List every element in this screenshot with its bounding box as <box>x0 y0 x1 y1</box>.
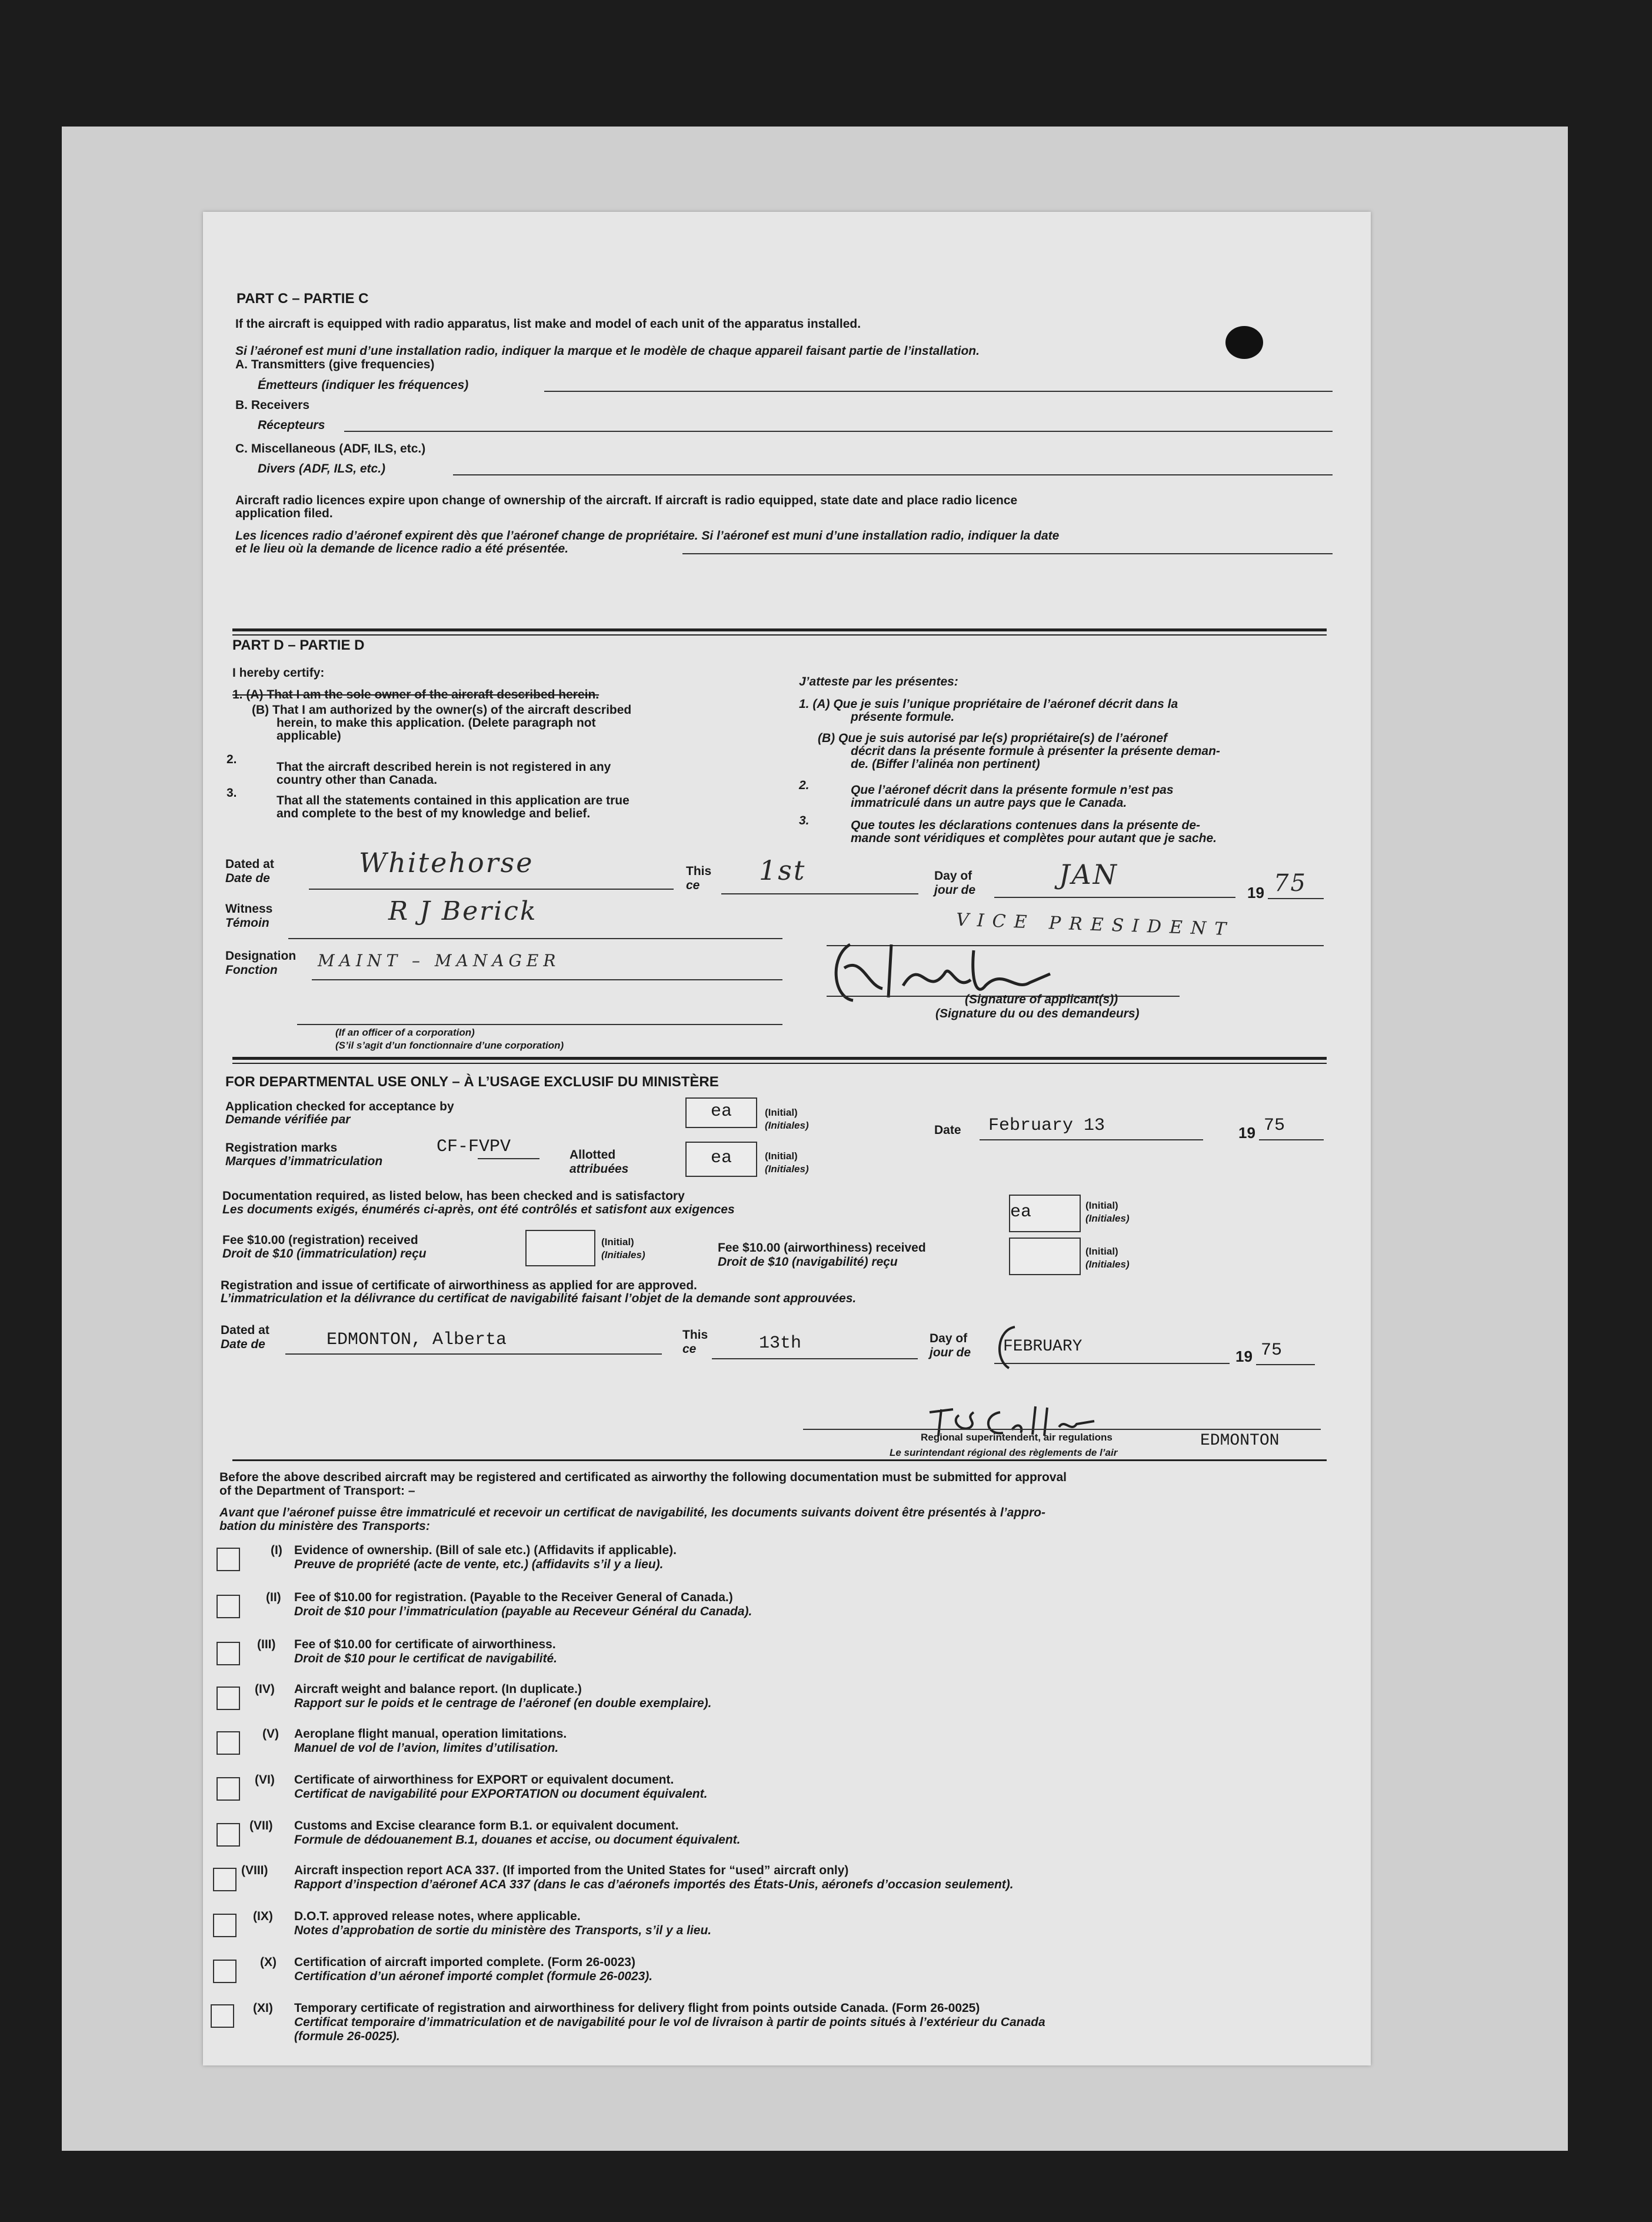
dated-at-value[interactable]: Whitehorse <box>359 847 534 879</box>
punch-hole <box>1225 326 1263 359</box>
requirement-text-fr-2: (formule 26-0025). <box>294 2030 400 2043</box>
certify-1a-en: 1. (A) That I am the sole owner of the aircraft described herein. <box>232 688 599 701</box>
docs-initial-en: (Initial) <box>1085 1200 1118 1211</box>
witness-label-fr: Témoin <box>225 916 269 930</box>
signature-label-fr: (Signature du ou des demandeurs) <box>935 1007 1140 1020</box>
year-prefix: 19 <box>1247 884 1264 902</box>
part-d-rule-thin <box>232 634 1327 636</box>
miscellaneous-field[interactable] <box>453 474 1333 475</box>
fee-reg-initial-box[interactable] <box>525 1230 595 1266</box>
requirement-text-fr: Rapport d’inspection d’aéronef ACA 337 (dans le cas d’aéronefs importés des États-Unis, aéronefs d’occasion seulement). <box>294 1878 1014 1891</box>
checked-initial-box[interactable]: ea <box>685 1097 757 1128</box>
requirement-text-en: Evidence of ownership. (Bill of sale etc.) (Affidavits if applicable). <box>294 1544 677 1557</box>
requirement-text-en: Aeroplane flight manual, operation limitations. <box>294 1727 567 1741</box>
approval-this-fr: ce <box>682 1342 697 1356</box>
requirements-intro-en-1: Before the above described aircraft may be registered and certificated as airworthy the following documentation must be submitted for approval <box>219 1471 1067 1484</box>
receivers-field[interactable] <box>344 431 1333 432</box>
requirement-text-en: Temporary certificate of registration and airworthiness for delivery flight from points outside Canada. (Form 26-0025) <box>294 2001 980 2015</box>
approval-day-of-value[interactable]: FEBRUARY <box>1003 1338 1083 1356</box>
fee-reg-label-en: Fee $10.00 (registration) received <box>222 1233 418 1247</box>
part-c-intro-en: If the aircraft is equipped with radio apparatus, list make and model of each unit of the apparatus installed. <box>235 317 861 331</box>
approval-dated-at-value[interactable]: EDMONTON, Alberta <box>327 1330 507 1350</box>
certify-2-en-1: That the aircraft described herein is not registered in any <box>277 760 611 774</box>
dept-rule <box>232 1057 1327 1060</box>
requirement-checkbox[interactable] <box>217 1548 240 1571</box>
superintendent-field[interactable] <box>803 1429 1321 1430</box>
day-of-label-en: Day of <box>934 869 972 883</box>
reg-issue-label-fr: L’immatriculation et la délivrance du certificat de navigabilité faisant l’objet de la demande sont approuvées. <box>221 1292 857 1305</box>
allotted-initial-en: (Initial) <box>765 1150 798 1162</box>
docs-label-en: Documentation required, as listed below, has been checked and is satisfactory <box>222 1189 685 1203</box>
certify-3-fr-1: Que toutes les déclarations contenues dans la présente de- <box>851 819 1201 832</box>
requirement-checkbox[interactable] <box>217 1777 240 1801</box>
requirement-text-en: Aircraft inspection report ACA 337. (If imported from the United States for “used” aircraft only) <box>294 1864 849 1877</box>
requirement-text-en: Certification of aircraft imported complete. (Form 26-0023) <box>294 1955 635 1969</box>
radio-note-fr-1: Les licences radio d’aéronef expirent dès que l’aéronef change de propriétaire. Si l’aéronef est muni d’une installation radio, indiquer la date <box>235 529 1060 543</box>
transmitters-field[interactable] <box>544 391 1333 392</box>
radio-note-en-2: application filed. <box>235 507 333 520</box>
date-value[interactable]: February 13 <box>988 1116 1105 1136</box>
requirement-checkbox[interactable] <box>217 1642 240 1665</box>
requirement-checkbox[interactable] <box>211 2004 234 2028</box>
requirement-text-fr: Certification d’un aéronef importé complet (formule 26-0023). <box>294 1970 653 1983</box>
part-c-item-c-fr: Divers (ADF, ILS, etc.) <box>258 462 386 475</box>
date-label: Date <box>934 1123 961 1137</box>
part-c-heading: PART C – PARTIE C <box>237 291 369 307</box>
requirement-text-fr: Rapport sur le poids et le centrage de l’aéronef (en double exemplaire). <box>294 1697 712 1710</box>
certify-3-en-1: That all the statements contained in this application are true <box>277 794 630 807</box>
requirement-text-en: Fee of $10.00 for certificate of airworthiness. <box>294 1638 556 1651</box>
approval-day-of-field[interactable] <box>994 1363 1230 1364</box>
requirement-number: (I) <box>271 1544 282 1557</box>
fee-air-initial-en: (Initial) <box>1085 1246 1118 1257</box>
certify-1b-en-3: applicable) <box>277 729 341 743</box>
requirement-text-en: Fee of $10.00 for registration. (Payable to the Receiver General of Canada.) <box>294 1591 733 1604</box>
requirement-checkbox[interactable] <box>217 1595 240 1618</box>
fee-air-initial-box[interactable] <box>1009 1238 1081 1275</box>
docs-label-fr: Les documents exigés, énumérés ci-après, ont été contrôlés et satisfont aux exigences <box>222 1203 735 1216</box>
date-year-prefix: 19 <box>1238 1124 1255 1142</box>
requirement-number: (X) <box>260 1955 277 1969</box>
requirement-number: (IX) <box>253 1910 273 1923</box>
reg-issue-label-en: Registration and issue of certificate of airworthiness as applied for are approved. <box>221 1279 697 1292</box>
approval-year-prefix: 19 <box>1235 1348 1253 1365</box>
this-label-fr: ce <box>686 879 700 892</box>
witness-signature[interactable]: R J Berick <box>388 896 538 926</box>
this-field[interactable] <box>721 893 918 894</box>
requirement-number: (III) <box>257 1638 276 1651</box>
part-c-item-b-fr: Récepteurs <box>258 418 325 432</box>
fee-air-label-fr: Droit de $10 (navigabilité) reçu <box>718 1255 898 1269</box>
officer-label-en: (If an officer of a corporation) <box>335 1027 475 1038</box>
radio-note-fr-2: et le lieu où la demande de licence radio a été présentée. <box>235 542 569 556</box>
requirement-text-fr: Manuel de vol de l’avion, limites d’utilisation. <box>294 1741 559 1755</box>
part-c-item-b-en: B. Receivers <box>235 398 310 412</box>
certify-1b-fr-1: (B) Que je suis autorisé par le(s) propriétaire(s) de l’aéronef <box>818 731 1167 745</box>
date-year-value[interactable]: 75 <box>1264 1116 1285 1136</box>
witness-field[interactable] <box>288 938 782 939</box>
reg-marks-label-en: Registration marks <box>225 1141 338 1155</box>
part-c-item-a-fr: Émetteurs (indiquer les fréquences) <box>258 378 469 392</box>
certify-1b-en-2: herein, to make this application. (Delete paragraph not <box>277 716 596 730</box>
allotted-label-en: Allotted <box>569 1148 616 1162</box>
requirement-text-en: D.O.T. approved release notes, where applicable. <box>294 1910 581 1923</box>
requirement-number: (XI) <box>253 2001 273 2015</box>
fee-reg-initial-en: (Initial) <box>601 1236 634 1248</box>
requirement-text-fr: Certificat temporaire d’immatriculation et de navigabilité pour le vol de livraison à partir de points situés à l’extérieur du Canada <box>294 2015 1045 2029</box>
requirements-intro-en-2: of the Department of Transport: – <box>219 1484 415 1498</box>
dept-rule-thin <box>232 1063 1327 1064</box>
officer-label-fr: (S’il s’agit d’un fonctionnaire d’une corporation) <box>335 1040 564 1051</box>
part-c-item-a-en: A. Transmitters (give frequencies) <box>235 358 435 371</box>
part-c-item-c-en: C. Miscellaneous (ADF, ILS, etc.) <box>235 442 426 455</box>
designation-value[interactable]: MAINT – MANAGER <box>318 951 561 970</box>
approval-day-of-fr: jour de <box>930 1346 971 1359</box>
certify-1b-fr-3: de. (Biffer l’alinéa non pertinent) <box>851 757 1040 771</box>
approval-dated-at-field[interactable] <box>285 1353 662 1355</box>
requirement-number: (VII) <box>249 1819 273 1832</box>
requirement-number: (II) <box>266 1591 281 1604</box>
requirement-checkbox[interactable] <box>213 1960 237 1983</box>
day-of-label-fr: jour de <box>934 883 976 897</box>
dated-at-label-fr: Date de <box>225 871 270 885</box>
signature-label-en: (Signature of applicant(s)) <box>965 993 1118 1006</box>
requirement-number: (VI) <box>255 1773 275 1787</box>
approval-year-field[interactable] <box>1256 1364 1315 1365</box>
certify-3-fr-2: mande sont véridiques et complètes pour autant que je sache. <box>851 831 1217 845</box>
certify-3-num-fr: 3. <box>799 814 810 827</box>
requirement-checkbox[interactable] <box>213 1914 237 1937</box>
checked-initial-en: (Initial) <box>765 1107 798 1118</box>
date-field[interactable] <box>980 1139 1203 1140</box>
requirement-text-fr: Droit de $10 pour l’immatriculation (payable au Receveur Général du Canada). <box>294 1605 752 1618</box>
approval-this-field[interactable] <box>712 1358 918 1359</box>
approval-this-en: This <box>682 1328 708 1342</box>
requirement-text-fr: Preuve de propriété (acte de vente, etc.) (affidavits s’il y a lieu). <box>294 1558 664 1571</box>
requirement-checkbox[interactable] <box>217 1823 240 1847</box>
day-of-field[interactable] <box>994 897 1235 898</box>
superintendent-label-fr: Le surintendant régional des règlements de l’air <box>890 1447 1118 1458</box>
docs-initial-fr: (Initiales) <box>1085 1213 1130 1224</box>
requirement-checkbox[interactable] <box>213 1868 237 1891</box>
dept-heading: FOR DEPARTMENTAL USE ONLY – À L’USAGE EXCLUSIF DU MINISTÈRE <box>225 1074 719 1090</box>
certify-2-fr-1: Que l’aéronef décrit dans la présente formule n’est pas <box>851 783 1174 797</box>
part-c-intro-fr: Si l’aéronef est muni d’une installation radio, indiquer la marque et le modèle de chaque appareil faisant partie de l’installation. <box>235 344 980 358</box>
certify-2-fr-2: immatriculé dans un autre pays que le Canada. <box>851 796 1127 810</box>
radio-licence-field[interactable] <box>682 553 1333 554</box>
checked-label-en: Application checked for acceptance by <box>225 1100 454 1113</box>
approval-year-value[interactable]: 75 <box>1261 1340 1283 1361</box>
applicant-title[interactable]: VICE PRESIDENT <box>955 909 1235 940</box>
requirement-text-fr: Droit de $10 pour le certificat de navigabilité. <box>294 1652 557 1665</box>
fee-reg-initial-fr: (Initiales) <box>601 1249 645 1260</box>
designation-field[interactable] <box>312 979 782 980</box>
approval-this-value[interactable]: 13th <box>759 1333 802 1353</box>
fee-air-label-en: Fee $10.00 (airworthiness) received <box>718 1241 926 1255</box>
approval-day-of-en: Day of <box>930 1332 968 1345</box>
designation-label-en: Designation <box>225 949 297 963</box>
certify-1b-fr-2: décrit dans la présente formule à présenter la présente deman- <box>851 744 1220 758</box>
allotted-initial-fr: (Initiales) <box>765 1163 809 1175</box>
year-field[interactable] <box>1268 898 1324 899</box>
requirement-number: (VIII) <box>241 1864 268 1877</box>
part-d-rule <box>232 628 1327 631</box>
reg-marks-value[interactable]: CF-FVPV <box>437 1137 511 1157</box>
this-value[interactable]: 1st <box>759 854 807 886</box>
docs-initial-box[interactable]: ea <box>1009 1195 1081 1232</box>
requirement-text-en: Customs and Excise clearance form B.1. or equivalent document. <box>294 1819 679 1832</box>
allotted-initial-box[interactable]: ea <box>685 1142 757 1177</box>
requirements-intro-fr-1: Avant que l’aéronef puisse être immatriculé et recevoir un certificat de navigabilité, les documents suivants doivent être présentés à l’appro- <box>219 1506 1045 1519</box>
requirement-number: (V) <box>262 1727 279 1741</box>
fee-reg-label-fr: Droit de $10 (immatriculation) reçu <box>222 1247 427 1260</box>
superintendent-label-en: Regional superintendent, air regulations <box>921 1432 1113 1443</box>
requirement-checkbox[interactable] <box>217 1687 240 1710</box>
checked-label-fr: Demande vérifiée par <box>225 1113 351 1126</box>
officer-field[interactable] <box>297 1024 782 1025</box>
radio-note-en-1: Aircraft radio licences expire upon change of ownership of the aircraft. If aircraft is radio equipped, state date and place radio licence <box>235 494 1018 507</box>
dated-at-field[interactable] <box>309 889 674 890</box>
checked-initial-fr: (Initiales) <box>765 1120 809 1131</box>
witness-label-en: Witness <box>225 902 273 916</box>
reg-marks-field[interactable] <box>478 1158 539 1159</box>
designation-label-fr: Fonction <box>225 963 278 977</box>
day-of-value[interactable]: JAN <box>1059 859 1118 890</box>
certify-1a-fr-2: présente formule. <box>851 710 955 724</box>
requirement-text-fr: Formule de dédouanement B.1, douanes et accise, ou document équivalent. <box>294 1833 741 1847</box>
requirement-number: (IV) <box>255 1682 275 1696</box>
certify-1b-en-1: (B) That I am authorized by the owner(s) of the aircraft described <box>252 703 632 717</box>
date-year-field[interactable] <box>1259 1139 1324 1140</box>
requirement-checkbox[interactable] <box>217 1731 240 1755</box>
approval-dated-at-fr: Date de <box>221 1338 265 1351</box>
approval-dated-at-en: Dated at <box>221 1323 269 1337</box>
reg-marks-label-fr: Marques d’immatriculation <box>225 1155 383 1168</box>
certify-2-num-en: 2. <box>227 753 237 766</box>
part-d-heading: PART D – PARTIE D <box>232 637 365 653</box>
requirement-text-en: Aircraft weight and balance report. (In duplicate.) <box>294 1682 582 1696</box>
requirement-text-en: Certificate of airworthiness for EXPORT or equivalent document. <box>294 1773 674 1787</box>
allotted-label-fr: attribuées <box>569 1162 629 1176</box>
certify-en: I hereby certify: <box>232 666 325 680</box>
fee-air-initial-fr: (Initiales) <box>1085 1259 1130 1270</box>
certify-3-num-en: 3. <box>227 786 237 800</box>
certify-2-num-fr: 2. <box>799 779 810 792</box>
requirement-text-fr: Certificat de navigabilité pour EXPORTATION ou document équivalent. <box>294 1787 708 1801</box>
year-value[interactable]: 75 <box>1274 870 1307 897</box>
approval-bracket-mark <box>991 1324 1021 1371</box>
requirement-text-fr: Notes d’approbation de sortie du ministère des Transports, s’il y a lieu. <box>294 1924 712 1937</box>
dated-at-label-en: Dated at <box>225 857 274 871</box>
this-label-en: This <box>686 864 712 878</box>
superintendent-place: EDMONTON <box>1200 1432 1280 1450</box>
certify-2-en-2: country other than Canada. <box>277 773 438 787</box>
requirements-rule <box>232 1459 1327 1461</box>
requirements-intro-fr-2: bation du ministère des Transports: <box>219 1519 430 1533</box>
certify-3-en-2: and complete to the best of my knowledge and belief. <box>277 807 591 820</box>
certify-fr: J’atteste par les présentes: <box>799 675 958 688</box>
certify-1a-fr-1: 1. (A) Que je suis l’unique propriétaire de l’aéronef décrit dans la <box>799 697 1178 711</box>
